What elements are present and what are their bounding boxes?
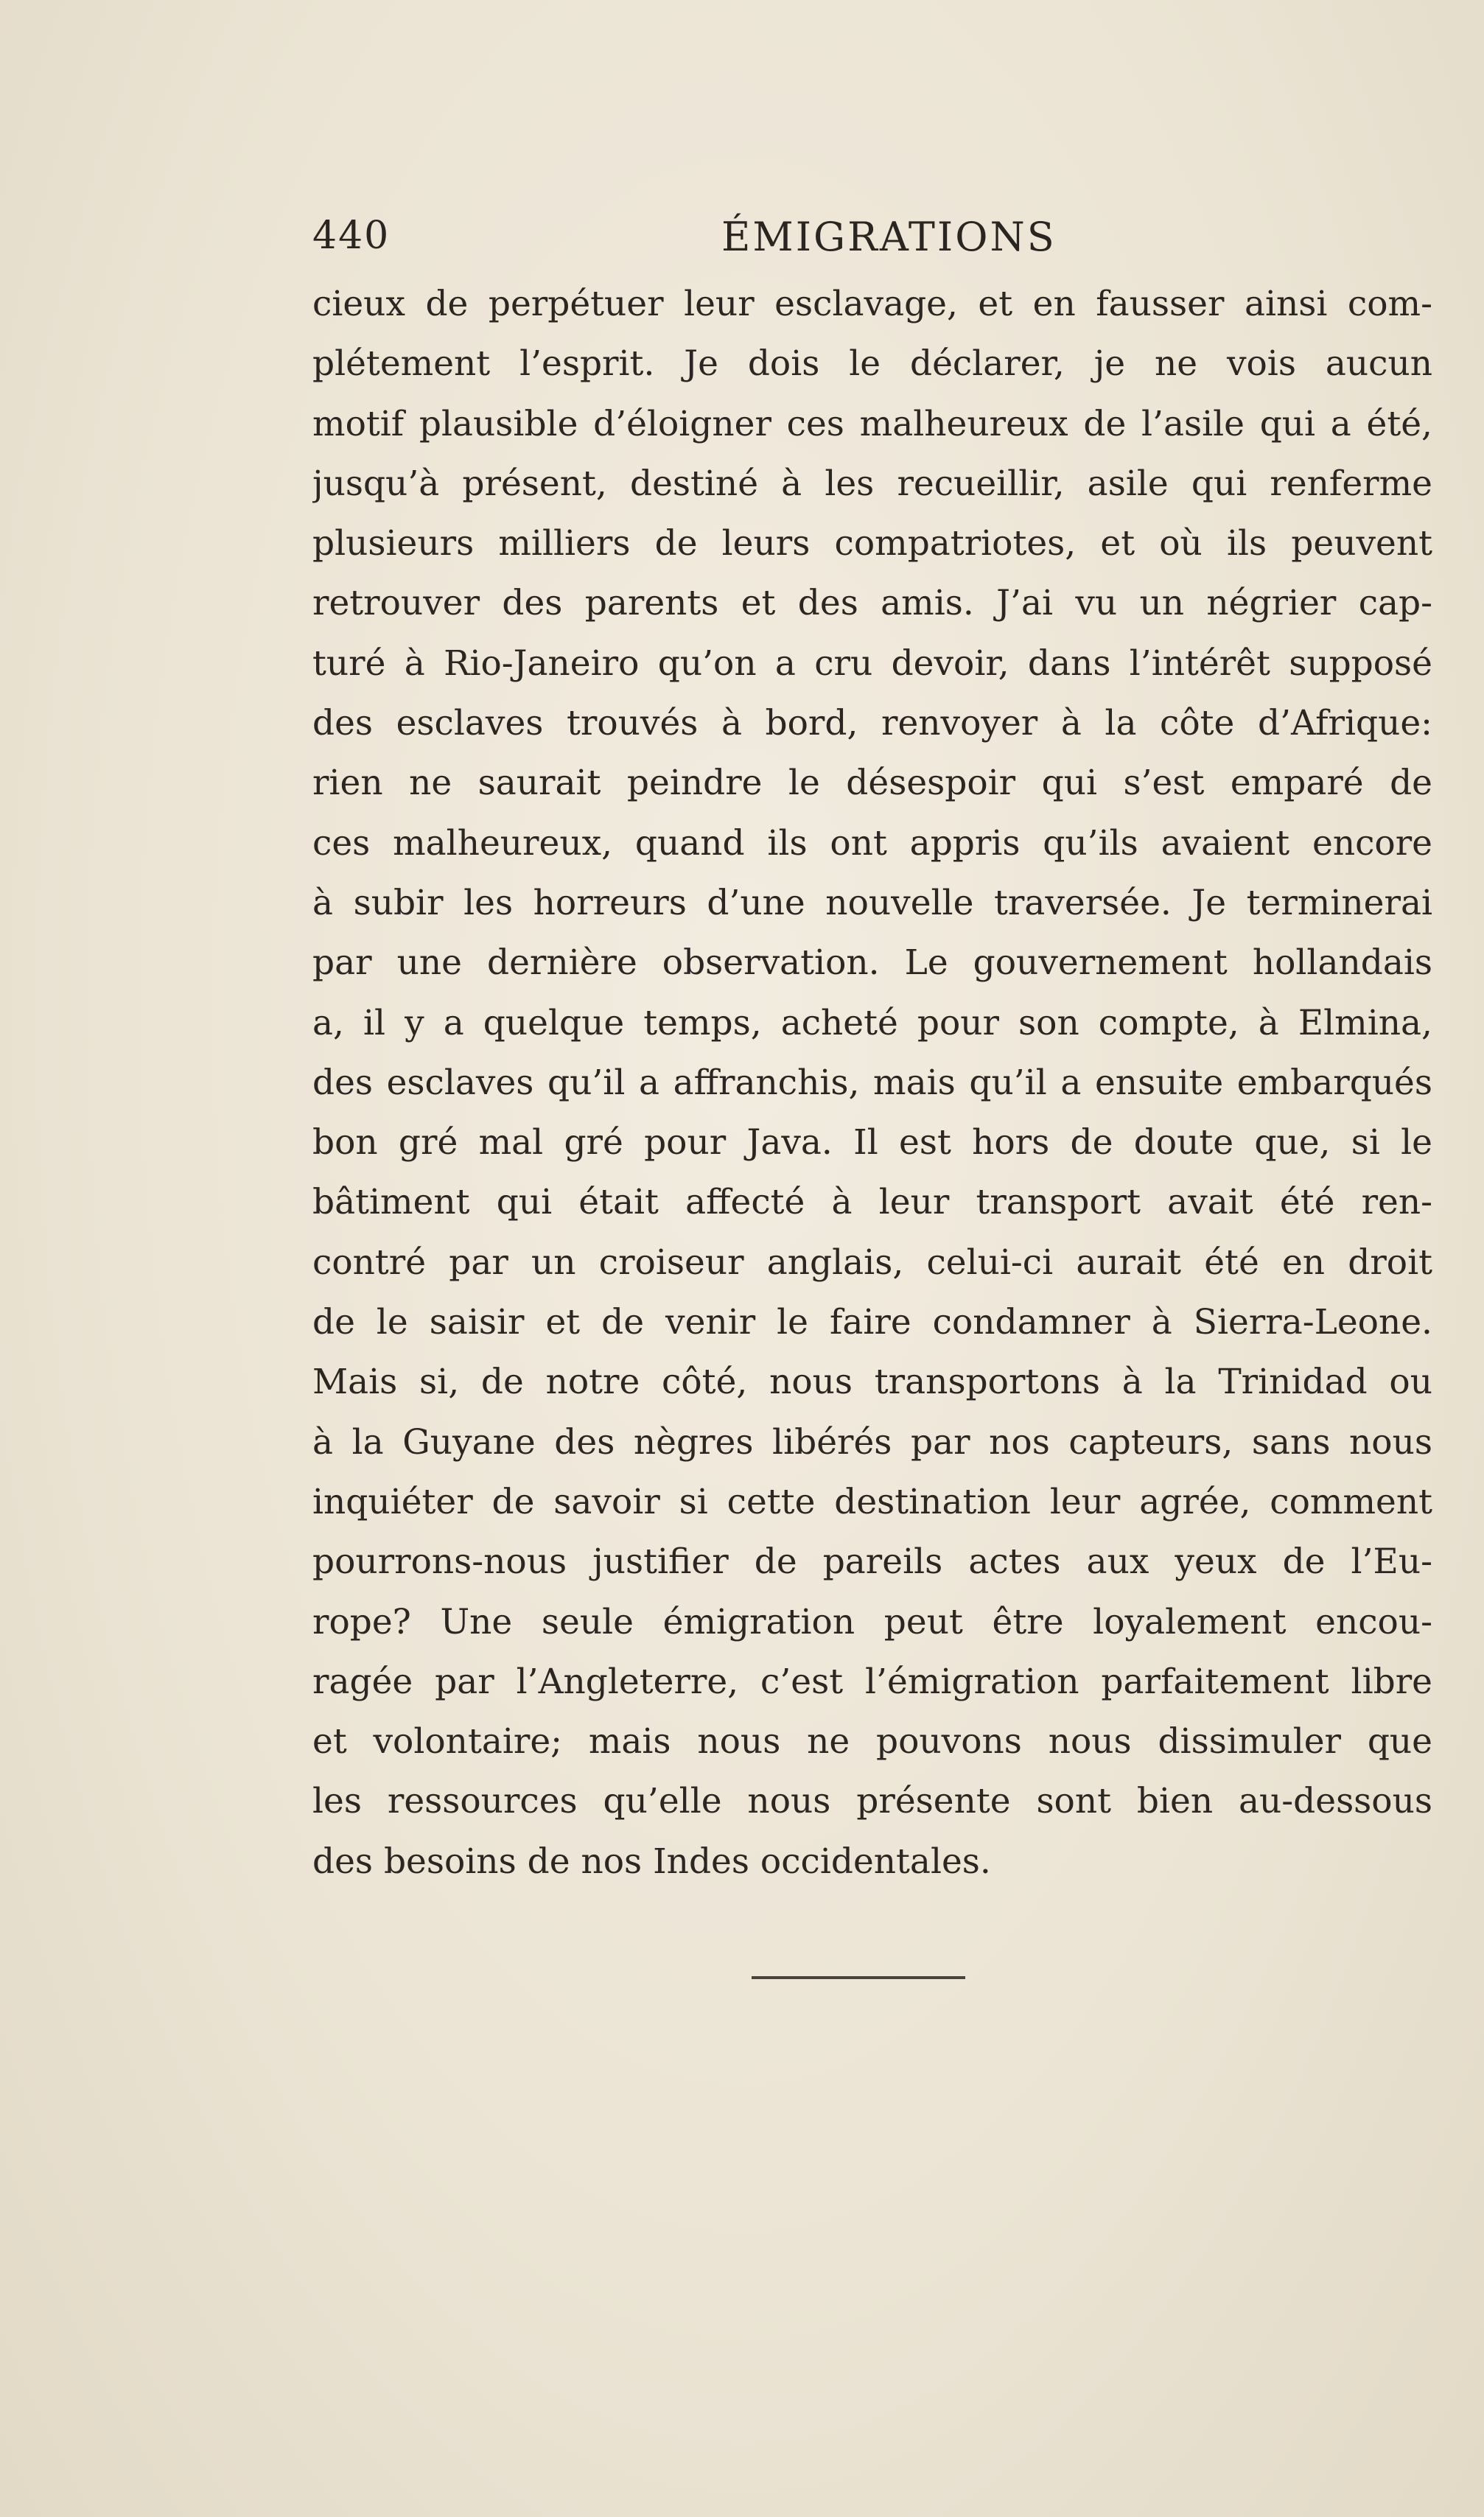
text-line: des esclaves qu’il a affranchis, mais qu’il a ensuite embarqués: [312, 1062, 1432, 1103]
text-line: ces malheureux, quand ils ont appris qu’ils avaient encore: [312, 822, 1432, 864]
text-line: turé à Rio-Janeiro qu’on a cru devoir, dans l’intérêt supposé: [312, 643, 1432, 684]
text-line: bon gré mal gré pour Java. Il est hors de doute que, si le: [312, 1122, 1432, 1163]
text-line: plétement l’esprit. Je dois le déclarer, je ne vois aucun: [312, 343, 1432, 385]
page-number: 440: [312, 214, 391, 258]
text-line: à la Guyane des nègres libérés par nos capteurs, sans nous: [312, 1421, 1432, 1463]
section-end-rule: [752, 1976, 965, 1979]
text-line: de le saisir et de venir le faire condamner à Sierra-Leone.: [312, 1302, 1432, 1343]
text-line: ragée par l’Angleterre, c’est l’émigration parfaitement libre: [312, 1661, 1432, 1702]
text-line: les ressources qu’elle nous présente sont bien au-dessous: [312, 1781, 1432, 1822]
text-line: rien ne saurait peindre le désespoir qui s’est emparé de: [312, 763, 1432, 804]
text-line: inquiéter de savoir si cette destination leur agrée, comment: [312, 1481, 1432, 1522]
text-line: retrouver des parents et des amis. J’ai vu un négrier cap-: [312, 583, 1432, 624]
text-line: motif plausible d’éloigner ces malheureux de l’asile qui a été,: [312, 403, 1432, 444]
text-line: jusqu’à présent, destiné à les recueillir, asile qui renferme: [312, 463, 1432, 504]
text-line: a, il y a quelque temps, acheté pour son compte, à Elmina,: [312, 1002, 1432, 1043]
text-line: par une dernière observation. Le gouvernement hollandais: [312, 942, 1432, 984]
text-line: plusieurs milliers de leurs compatriotes, et où ils peuvent: [312, 523, 1432, 564]
text-line: rope? Une seule émigration peut être loyalement encou-: [312, 1601, 1432, 1642]
text-line: Mais si, de notre côté, nous transportons à la Trinidad ou: [312, 1362, 1432, 1403]
text-line: bâtiment qui était affecté à leur transport avait été ren-: [312, 1182, 1432, 1223]
text-line: cieux de perpétuer leur esclavage, et en fausser ainsi com-: [312, 284, 1432, 324]
text-line: contré par un croiseur anglais, celui-ci aurait été en droit: [312, 1242, 1432, 1283]
body-text: [312, 274, 1432, 1891]
text-line: des esclaves trouvés à bord, renvoyer à la côte d’Afrique:: [312, 703, 1432, 744]
running-title: ÉMIGRATIONS: [721, 214, 1057, 260]
text-line: pourrons-nous justifier de pareils actes aux yeux de l’Eu-: [312, 1541, 1432, 1583]
text-line: des besoins de nos Indes occidentales.: [312, 1841, 991, 1882]
text-line: à subir les horreurs d’une nouvelle traversée. Je terminerai: [312, 882, 1432, 923]
text-line: et volontaire; mais nous ne pouvons nous dissimuler que: [312, 1721, 1432, 1762]
page-header: [312, 206, 1440, 273]
